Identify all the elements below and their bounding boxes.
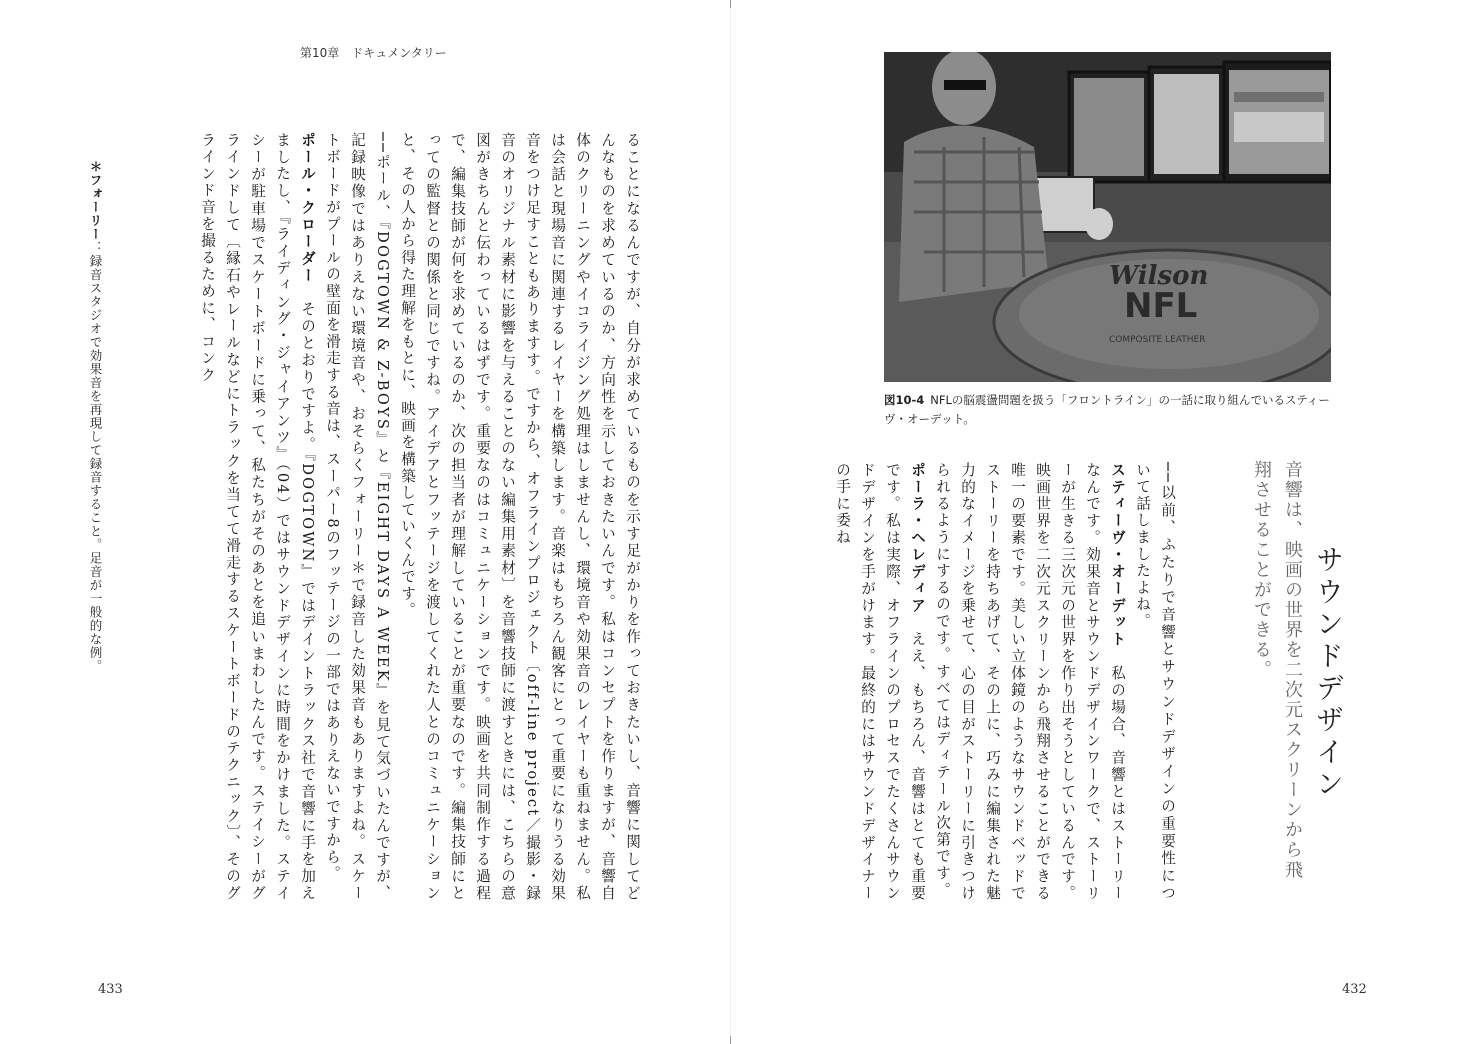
figure-photo (884, 52, 1331, 382)
page-number-right: 432 (1342, 982, 1367, 997)
footnote (84, 160, 106, 940)
ball-brand-text: Wilson (1109, 261, 1209, 291)
interview-question: ──ポール、『DOGTOWN & Z-BOYS』と『EIGHT DAYS A WEEK』を見て気づいたんですが、記録映像ではありえない環境音や、おそらくフォーリー＊で録音した効果音もありますよね。スケートボードがプールの壁面を滑走する音は、スーパー8のフッテージの一部ではありえないですから。 (324, 132, 391, 902)
answer-text: そのとおりですよ。『DOGTOWN』ではデイントラックス社で音響に手を加えましたし、『ライディング・ジャイアンツ』（04）ではサウンドデザインに時間をかけました。ステイシーが駐車場でスケートボードに乗って、私たちがそのあとを追いまわしたんです。ステイシーがグラインドして〔縁石やレールなどにトラックを当てて滑走するスケートボードのテクニック〕、そのグラインド音を撮るために、コンク (199, 132, 316, 902)
speaker-paul-crowder: ポール・クローダー (299, 132, 316, 285)
section-title: サウンドデザイン (1312, 545, 1345, 801)
figure-label: 図10-4 (884, 393, 925, 407)
ball-logo-text: NFL (1124, 286, 1198, 326)
crop-mark-top (730, 0, 731, 8)
left-page-body (185, 132, 645, 902)
right-page-body (834, 462, 1180, 902)
footnote-text: ：録音スタジオで効果音を再現して録音すること。足音が一般的な例。 (88, 241, 103, 673)
crop-mark-bottom (730, 1036, 731, 1044)
page-number-left: 433 (98, 982, 123, 997)
photo-illustration (884, 52, 1331, 382)
page-gutter (730, 0, 731, 1044)
footnote-term: ＊フォーリー (88, 160, 103, 241)
answer-text: ええ、もちろん、音響はとても重要です。私は実際、オフラインのプロセスでたくさんサウンドデザインを手がけます。最終的にはサウンドデザイナーの手に委ね (834, 462, 926, 902)
ball-label-text: COMPOSITE LEATHER (1109, 335, 1206, 345)
running-head: 第10章 ドキュメンタリー (300, 46, 447, 60)
speaker-steve-audette: スティーヴ・オーデット (1109, 462, 1126, 649)
paragraph-continued: ることになるんですが、自分が求めているものを示す足がかりを作っておきたいし、音響に関してどんなものを求めているのか、方向性を示しておきたいんです。私はコンセプトを作りますが、音響自体のクリーニングやイコライジング処理はしませんし、環境音や効果音のレイヤーも重ねません。私は会話と現場音に関連するレイヤーを構築します。音楽はもちろん観客にとって重要になりうる効果音をつけ足すこともありますす。ですから、オフラインプロジェクト〔off-line project／撮影・録音のオリジナル素材に影響を与えることのない編集用素材〕を音響技師に渡すときには、こちらの意図がきちんと伝わっているはずです。重要なのはコミュニケーションです。映画を共同制作する過程で、編集技師が何を求めているのか、次の担当者が理解していることが重要なのです。編集技師にとっての監督との関係と同じですね。アイデアとフッテージを渡してくれた人とのコミュニケーションと、その人から得た理解をもとに、映画を構築していくんです。 (399, 132, 641, 902)
interview-question: ──以前、ふたりで音響とサウンドデザインの重要性について話しましたよね。 (1134, 462, 1176, 902)
answer-text: 私の場合、音響とはストーリーなんです。効果音とサウンドデザインワークで、ストーリーが生きる三次元の世界を作り出そうとしているんです。映画世界を二次元スクリーンから飛翔させることができる唯一の要素です。美しい立体鏡のようなサウンドベッドでストーリーを持ちあげて、その上に、巧みに編集された魅力的なイメージを乗せて、心の目がストーリーに引きつけられるようにするのです。すべてはディテール次第です。 (934, 462, 1126, 902)
figure-caption-text: NFLの脳震盪問題を扱う「フロントライン」の一話に取り組んでいるスティーヴ・オーデット。 (884, 393, 1330, 426)
speaker-paula-heredia: ポーラ・ヘレディア (909, 462, 926, 615)
section-lead: 音響は、映画の世界を二次元スクリーンから飛翔させることができる。 (1251, 460, 1303, 880)
figure-caption (884, 391, 1331, 429)
